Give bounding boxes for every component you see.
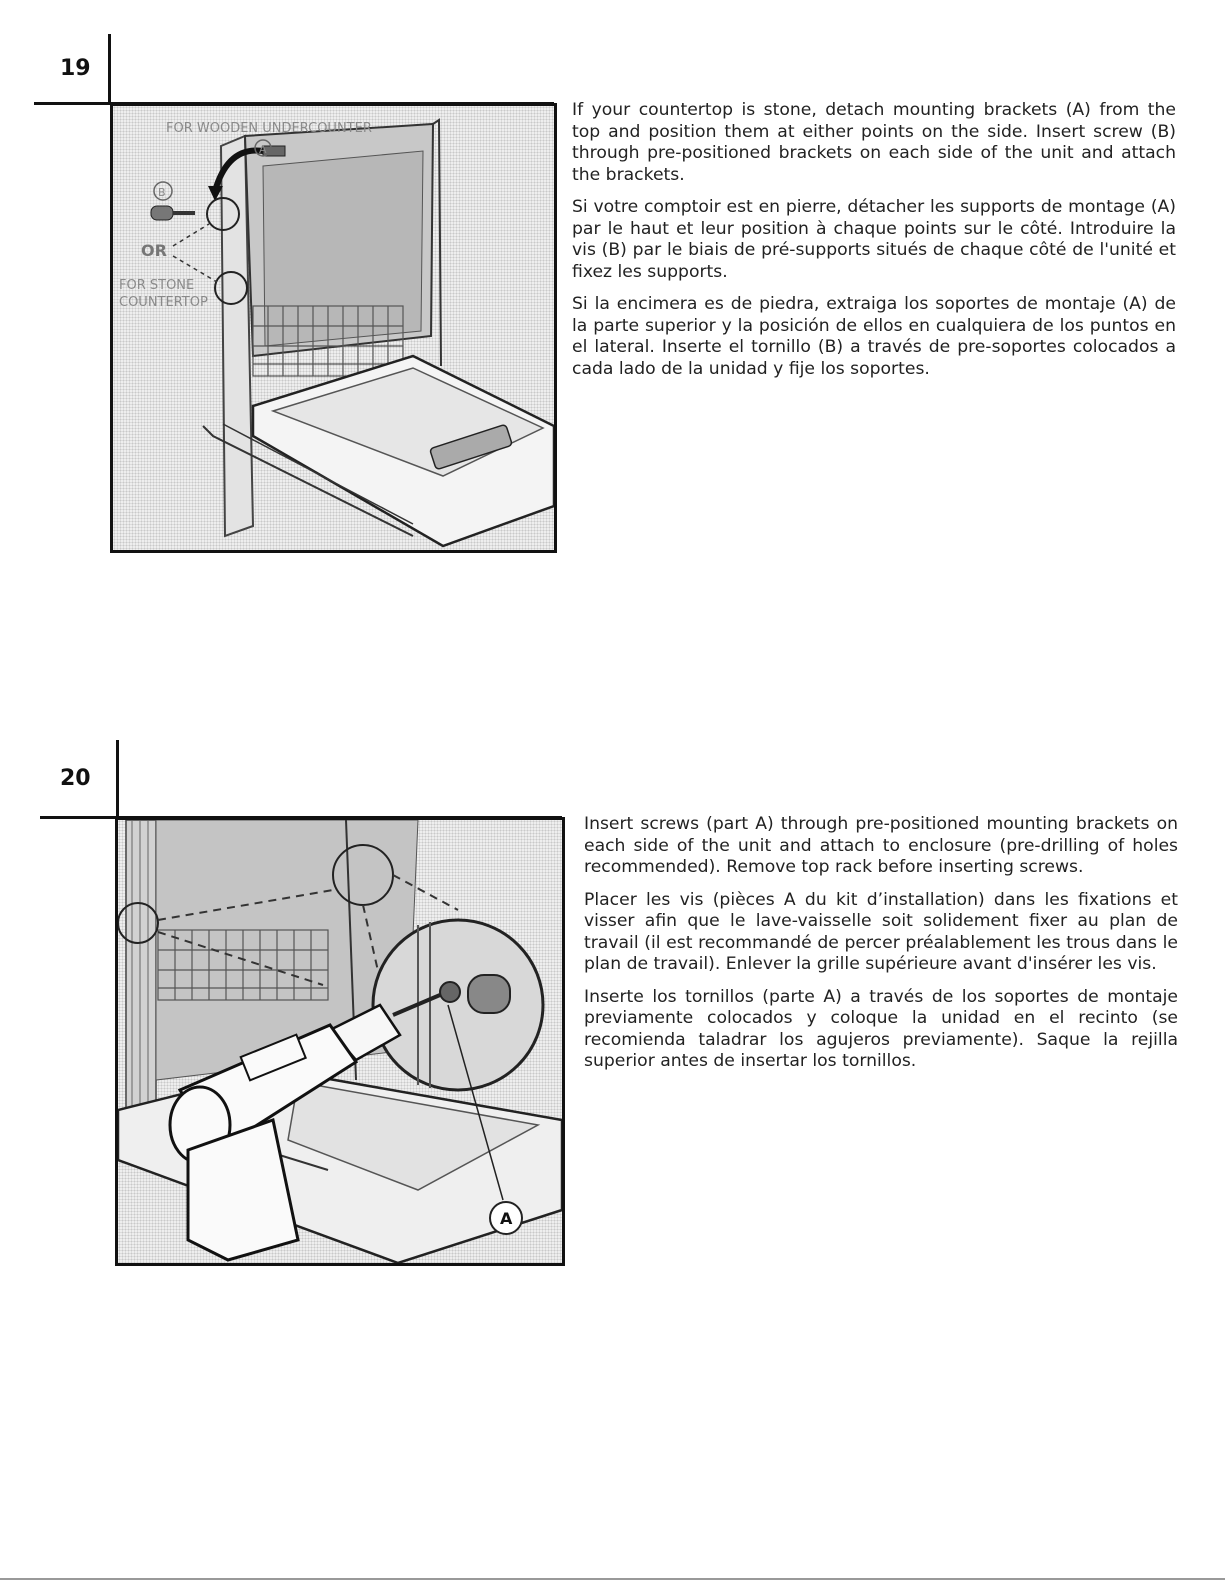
step-20-instructions (584, 814, 1178, 1084)
step-number-20: 20 (60, 766, 91, 791)
step-20-vertical-rule (116, 740, 119, 820)
step-20-paragraph-en: Insert screws (part A) through pre-positioned mounting brackets on each side of the unit and attach to enclosure (pre-drilling of holes recommended). Remove top rack before inserting screws. (584, 814, 1178, 877)
step-20-figure (115, 817, 565, 1266)
step-19-paragraph-es: Si la encimera es de piedra, extraiga los soportes de montaje (A) de la parte superior y la posición de ellos en cualquiera de los puntos en el lateral. Inserte el tornillo (B) a través de pre-soportes colocados a cada lado de la unidad y fije los soportes. (572, 294, 1176, 379)
label-stone-line1: FOR STONE (119, 278, 195, 293)
callout-a-label: A (259, 143, 267, 156)
label-stone-line2: COUNTERTOP (119, 295, 208, 310)
step-19-figure (110, 103, 557, 553)
dishwasher-stone-countertop-illustration (113, 106, 554, 550)
callout-b-label: B (158, 186, 166, 199)
step-19-instructions (572, 100, 1176, 391)
page-bottom-rule (0, 1578, 1225, 1580)
step-19-paragraph-en: If your countertop is stone, detach mounting brackets (A) from the top and position them at either points on the side. Insert screw (B) through pre-positioned brackets on each side of the unit and attach the brackets. (572, 100, 1176, 185)
step-20-paragraph-es: Inserte los tornillos (parte A) a través de los soportes de montaje previamente colocados y coloque la unidad en el recinto (se recomienda taladrar los agujeros previamente). Saque la rejilla superior antes de insertar los tornillos. (584, 986, 1178, 1071)
step-20-paragraph-fr: Placer les vis (pièces A du kit d’installation) dans les fixations et visser afin que le lave-vaisselle soit solidement fixer au plan de travail (il est recommandé de percer préalablement les trous dans le plan de travail). Enlever la grille supérieure avant d'insérer les vis. (584, 889, 1178, 974)
label-or: OR (141, 241, 167, 260)
step-19-paragraph-fr: Si votre comptoir est en pierre, détacher les supports de montage (A) par le haut et leur position à chaque points sur le côté. Introduire la vis (B) par le biais de pré-supports situés de chaque côté de l'unité et fixez les supports. (572, 197, 1176, 282)
callout-a-label: A (500, 1209, 513, 1228)
label-wooden-undercounter: FOR WOODEN UNDERCOUNTER (166, 121, 372, 136)
step-number-19: 19 (60, 56, 91, 81)
drill-mounting-illustration (118, 820, 562, 1263)
step-19-vertical-rule (108, 34, 111, 104)
